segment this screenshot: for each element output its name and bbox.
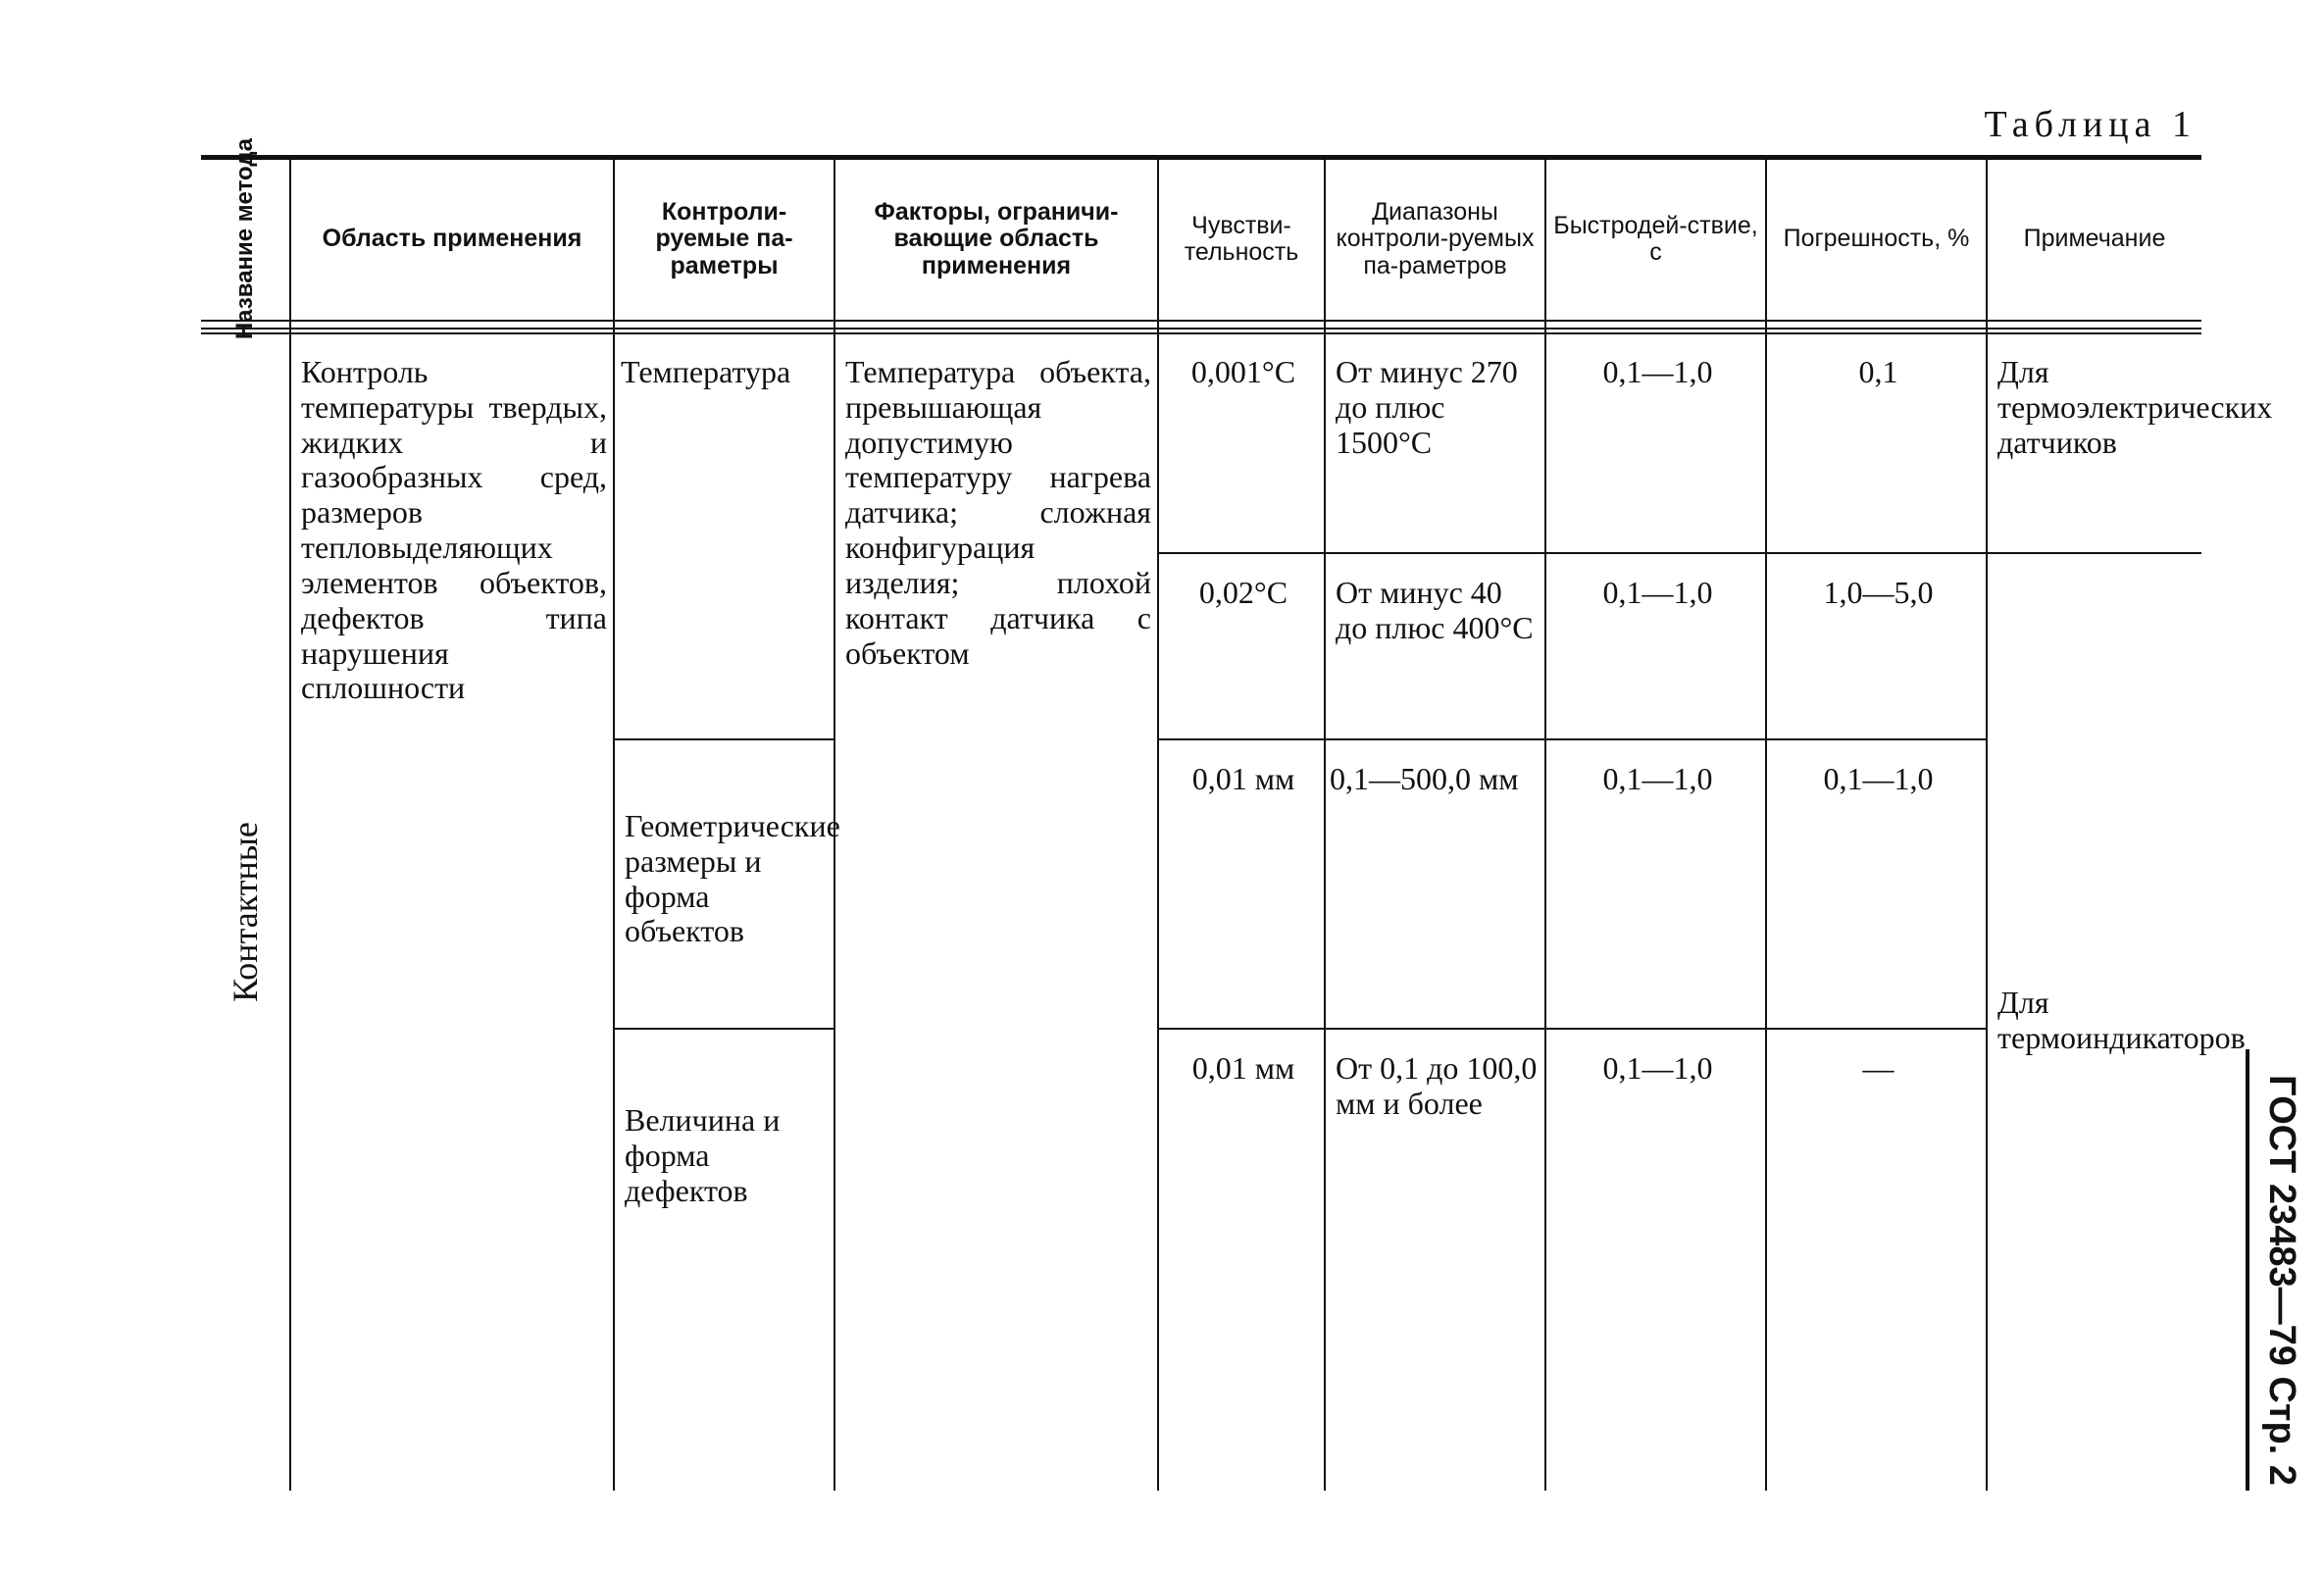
row3-range: 0,1—500,0 мм	[1324, 740, 1544, 1030]
param-temperature: Температура	[613, 333, 834, 740]
header-ranges: Диапазоны контроли-руемых па-раметров	[1324, 157, 1544, 322]
header-gap	[1324, 322, 1544, 333]
row4-error: —	[1765, 1030, 1986, 1491]
row1-speed: 0,1—1,0	[1544, 333, 1765, 554]
header-sensitivity: Чувстви-тельность	[1157, 157, 1324, 322]
header-gap	[1544, 322, 1765, 333]
row1-error: 0,1	[1765, 333, 1986, 554]
table-caption: Таблица 1	[1984, 104, 2197, 145]
row2-sensitivity: 0,02°С	[1157, 554, 1324, 740]
param-geometry: Геометрические размеры и форма объектов	[613, 740, 834, 1030]
header-gap	[1157, 322, 1324, 333]
row1-sensitivity: 0,001°С	[1157, 333, 1324, 554]
row1-range: От минус 270 до плюс 1500°С	[1324, 333, 1544, 554]
page-stamp-text: ГОСТ 23483—79 Стр. 2	[2260, 1074, 2302, 1486]
method-name-cell	[201, 333, 289, 1491]
row4-sensitivity: 0,01 мм	[1157, 1030, 1324, 1491]
row2-range: От минус 40 до плюс 400°С	[1324, 554, 1544, 740]
factors-cell: Температура объекта, превышающая допустимую температуру нагрева датчика; сложная конфигурация изделия; плохой контакт датчика с объектом	[834, 333, 1157, 1491]
row3-sensitivity: 0,01 мм	[1157, 740, 1324, 1030]
row3-error: 0,1—1,0	[1765, 740, 1986, 1030]
method-table	[201, 138, 2273, 1491]
area-cell: Контроль температуры твердых, жидких и газообразных сред, размеров тепловыделяющих элементов объектов, дефектов типа нарушения сплошности	[289, 333, 613, 1491]
header-speed: Быстродей-ствие, с	[1544, 157, 1765, 322]
row4-range: От 0,1 до 100,0 мм и более	[1324, 1030, 1544, 1491]
header-gap	[613, 322, 834, 333]
header-area: Область применения	[289, 157, 613, 322]
param-defects: Величина и форма дефектов	[613, 1030, 834, 1491]
header-gap	[1765, 322, 1986, 333]
row2-speed: 0,1—1,0	[1544, 554, 1765, 740]
row3-note: Для термоиндикаторов	[1986, 554, 2201, 1491]
page-stamp	[2251, 1069, 2310, 1491]
header-method: Название метода	[231, 138, 259, 340]
stamp-rule	[2246, 1049, 2249, 1491]
row4-speed: 0,1—1,0	[1544, 1030, 1765, 1491]
header-gap	[1986, 322, 2201, 333]
header-error: Погрешность, %	[1765, 157, 1986, 322]
method-name: Контактные	[226, 822, 266, 1002]
row3-speed: 0,1—1,0	[1544, 740, 1765, 1030]
row2-error: 1,0—5,0	[1765, 554, 1986, 740]
header-note: Примечание	[1986, 157, 2201, 322]
header-gap	[834, 322, 1157, 333]
row1-note: Для термоэлектрических датчиков	[1986, 333, 2201, 554]
header-factors: Факторы, ограничи-вающие область применения	[834, 157, 1157, 322]
header-gap	[289, 322, 613, 333]
header-params: Контроли-руемые па-раметры	[613, 157, 834, 322]
